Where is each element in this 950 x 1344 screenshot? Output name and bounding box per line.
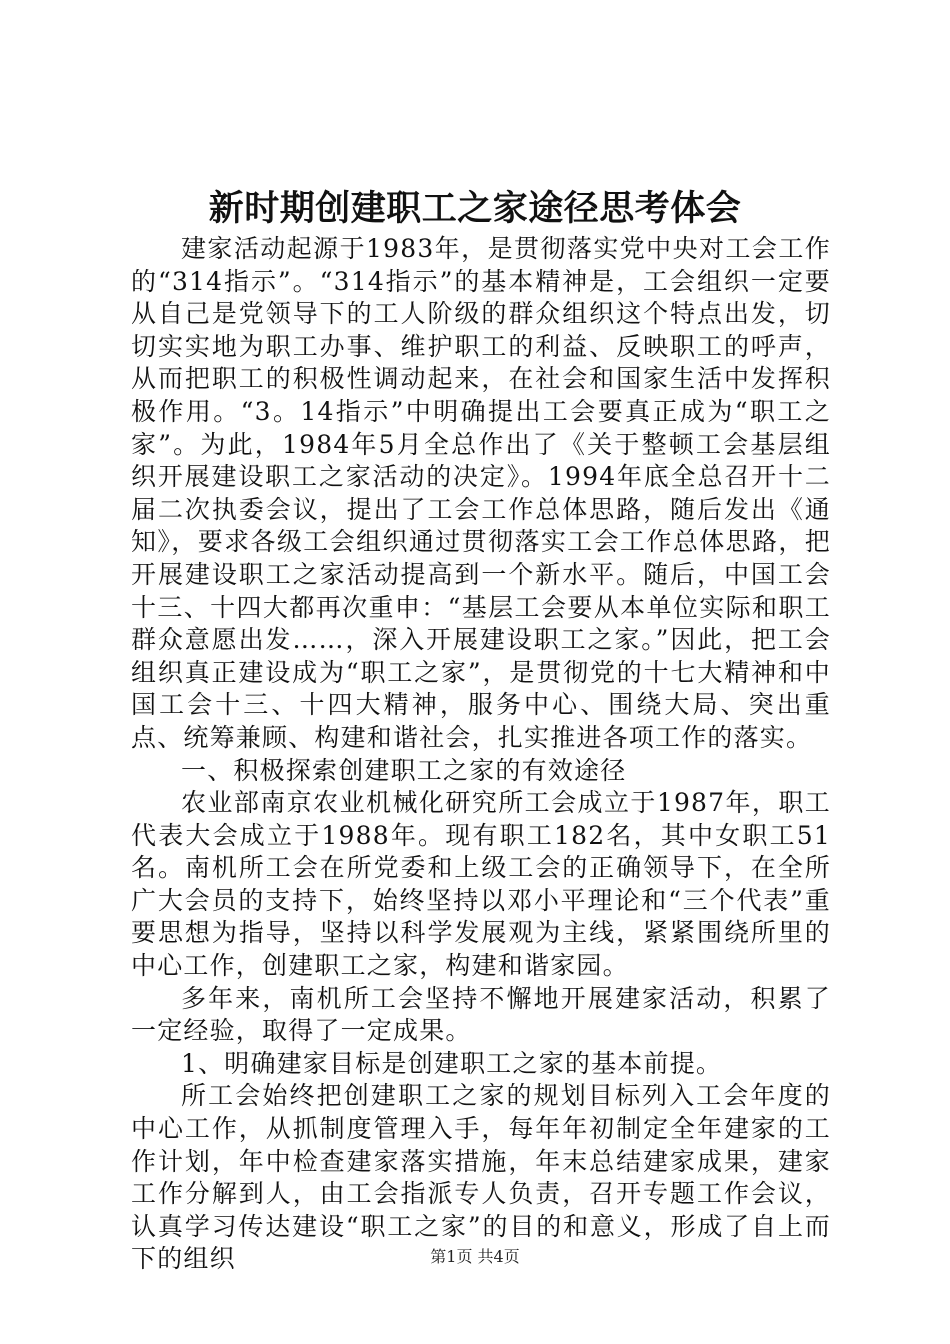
document-body [131,233,831,1276]
paragraph-experience: 多年来，南机所工会坚持不懈地开展建家活动，积累了一定经验，取得了一定成果。 [131,983,831,1046]
paragraph-goals: 所工会始终把创建职工之家的规划目标列入工会年度的中心工作，从抓制度管理入手，每年年初制定全年建家的工作计划，年中检查建家落实措施，年末总结建家成果，建家工作分解到人，由工会指派专人负责，召开专题工作会议，认真学习传达建设“职工之家”的目的和意义，形成了自上而下的组织 [131,1081,831,1274]
page-footer: 第1页 共4页 [430,1247,520,1266]
section-heading: 一、积极探索创建职工之家的有效途径 [181,755,627,785]
subsection-heading: 1、明确建家目标是创建职工之家的基本前提。 [181,1048,723,1078]
document-title: 新时期创建职工之家途径思考体会 [208,188,742,229]
paragraph-institute: 农业部南京农业机械化研究所工会成立于1987年，职工代表大会成立于1988年。现有职工182名，其中女职工51名。南机所工会在所党委和上级工会的正确领导下，在全所广大会员的支持下，始终坚持以邓小平理论和“三个代表”重要思想为指导，坚持以科学发展观为主线，紧紧围绕所里的中心工作，创建职工之家，构建和谐家园。 [131,788,831,981]
paragraph-intro: 建家活动起源于1983年，是贯彻落实党中央对工会工作的“314指示”。“314指示”的基本精神是，工会组织一定要从自己是党领导下的工人阶级的群众组织这个特点出发，切切实实地为职工办事、维护职工的利益、反映职工的呼声，从而把职工的积极性调动起来，在社会和国家生活中发挥积极作用。“3。14指示”中明确提出工会要真正成为“职工之家”。为此，1984年5月全总作出了《关于整顿工会基层组织开展建设职工之家活动的决定》。1994年底全总召开十二届二次执委会议，提出了工会工作总体思路，随后发出《通知》，要求各级工会组织通过贯彻落实工会工作总体思路，把开展建设职工之家活动提高到一个新水平。随后，中国工会十三、十四大都再次重申：“基层工会要从本单位实际和职工群众意愿出发……，深入开展建设职工之家。”因此，把工会组织真正建设成为“职工之家”，是贯彻党的十七大精神和中国工会十三、十四大精神，服务中心、围绕大局、突出重点、统筹兼顾、构建和谐社会，扎实推进各项工作的落实。 [131,234,831,752]
